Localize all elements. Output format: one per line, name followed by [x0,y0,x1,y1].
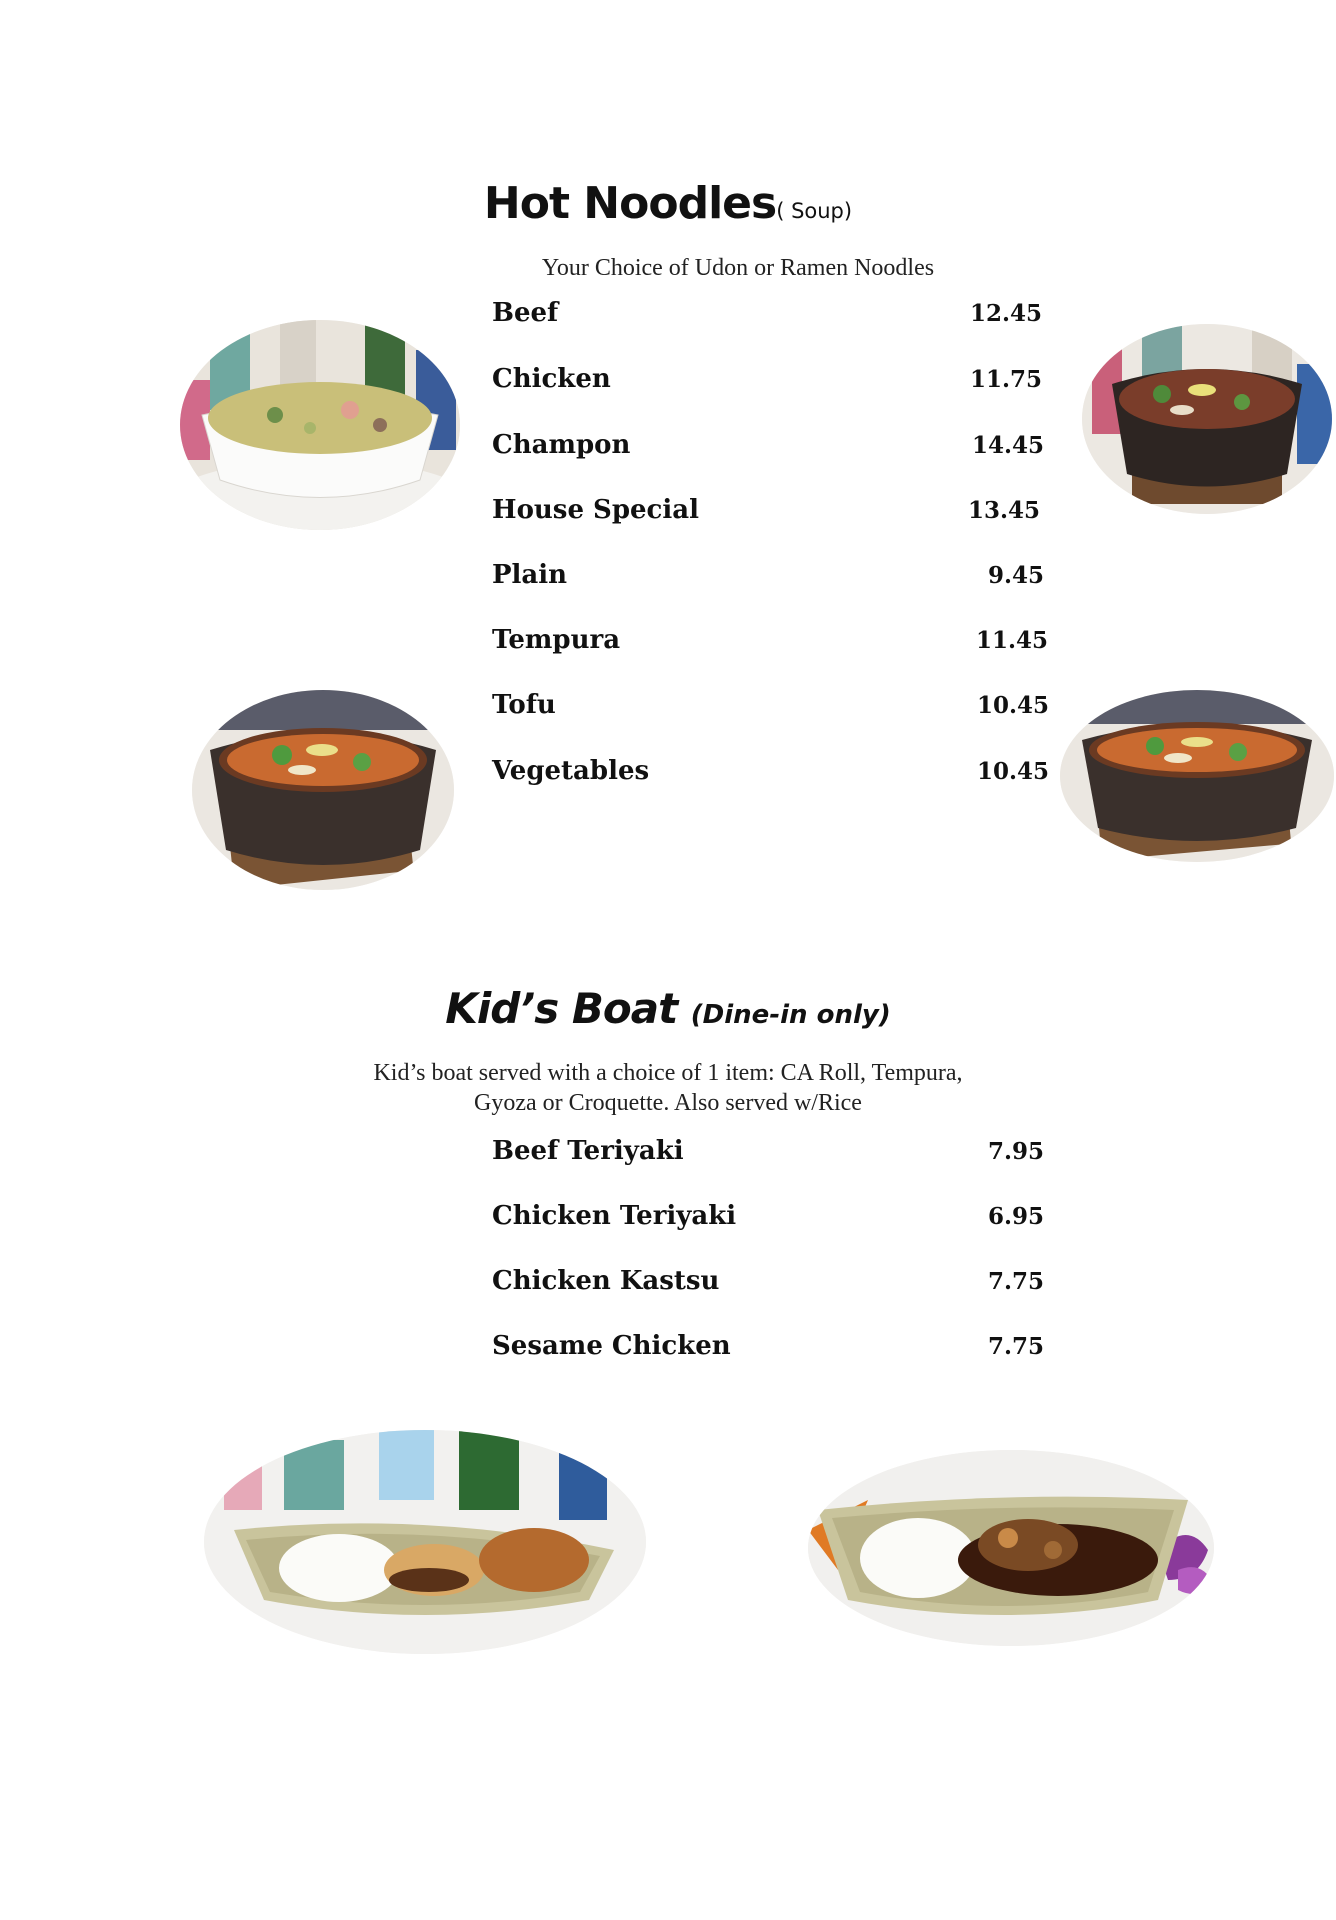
menu-item [492,364,1052,404]
menu-item-price: 6.95 [987,1203,1044,1230]
menu-item [492,756,1052,796]
kids-boat-subtitle: Kid’s boat served with a choice of 1 item: CA Roll, Tempura, Gyoza or Croquette. Also served w/Rice [373,1060,963,1116]
menu-item [492,1136,1052,1176]
menu-item [492,625,1052,665]
menu-item-price: 7.75 [987,1333,1044,1360]
menu-item-name: Sesame Chicken [492,1331,731,1361]
menu-item [492,690,1052,730]
menu-item-price: 7.75 [987,1268,1044,1295]
hot-noodles-title: Hot Noodles [483,178,777,229]
hot-noodles-subtitle: Your Choice of Udon or Ramen Noodles [541,255,935,281]
menu-item-price: 10.45 [976,692,1049,719]
menu-item-name: Chicken [492,364,611,394]
kids-boat-teriyaki-photo [808,1450,1214,1646]
menu-item [492,1331,1052,1371]
menu-item [492,495,1052,535]
menu-item-price: 13.45 [967,497,1040,524]
menu-item-name: Vegetables [492,756,650,786]
menu-item-price: 10.45 [976,758,1049,785]
menu-item [492,298,1052,338]
menu-item-name: Tempura [492,625,621,655]
kids-boat-title: Kid’s Boat [445,984,678,1033]
menu-item [492,430,1052,470]
menu-item [492,560,1052,600]
menu-item [492,1201,1052,1241]
black-pot-beef-noodle-photo [1082,324,1332,514]
menu-item-price: 12.45 [969,300,1042,327]
menu-item-name: Chicken Teriyaki [492,1201,737,1231]
clay-pot-vegetable-noodle-photo [1060,690,1334,862]
hot-noodles-title-suffix: ( Soup) [776,199,853,223]
menu-item-name: Plain [492,560,568,590]
menu-item-name: Chicken Kastsu [492,1266,720,1296]
menu-item-price: 9.45 [987,562,1044,589]
kids-boat-croquette-photo [204,1430,646,1654]
menu-item-name: Champon [492,430,631,460]
menu-item-price: 7.95 [987,1138,1044,1165]
clay-pot-vegetable-noodle-photo [192,690,454,890]
menu-item-price: 11.45 [975,627,1048,654]
menu-item-name: Beef Teriyaki [492,1136,684,1166]
hot-noodles-heading [0,178,1336,229]
white-bowl-champon-photo [180,320,460,530]
menu-item [492,1266,1052,1306]
menu-item-name: Beef [492,298,559,328]
menu-item-price: 11.75 [969,366,1042,393]
menu-item-name: Tofu [492,690,556,720]
menu-item-price: 14.45 [971,432,1044,459]
kids-boat-title-suffix: (Dine-in only) [690,1000,891,1030]
menu-item-name: House Special [492,495,699,525]
kids-boat-heading [0,984,1336,1033]
